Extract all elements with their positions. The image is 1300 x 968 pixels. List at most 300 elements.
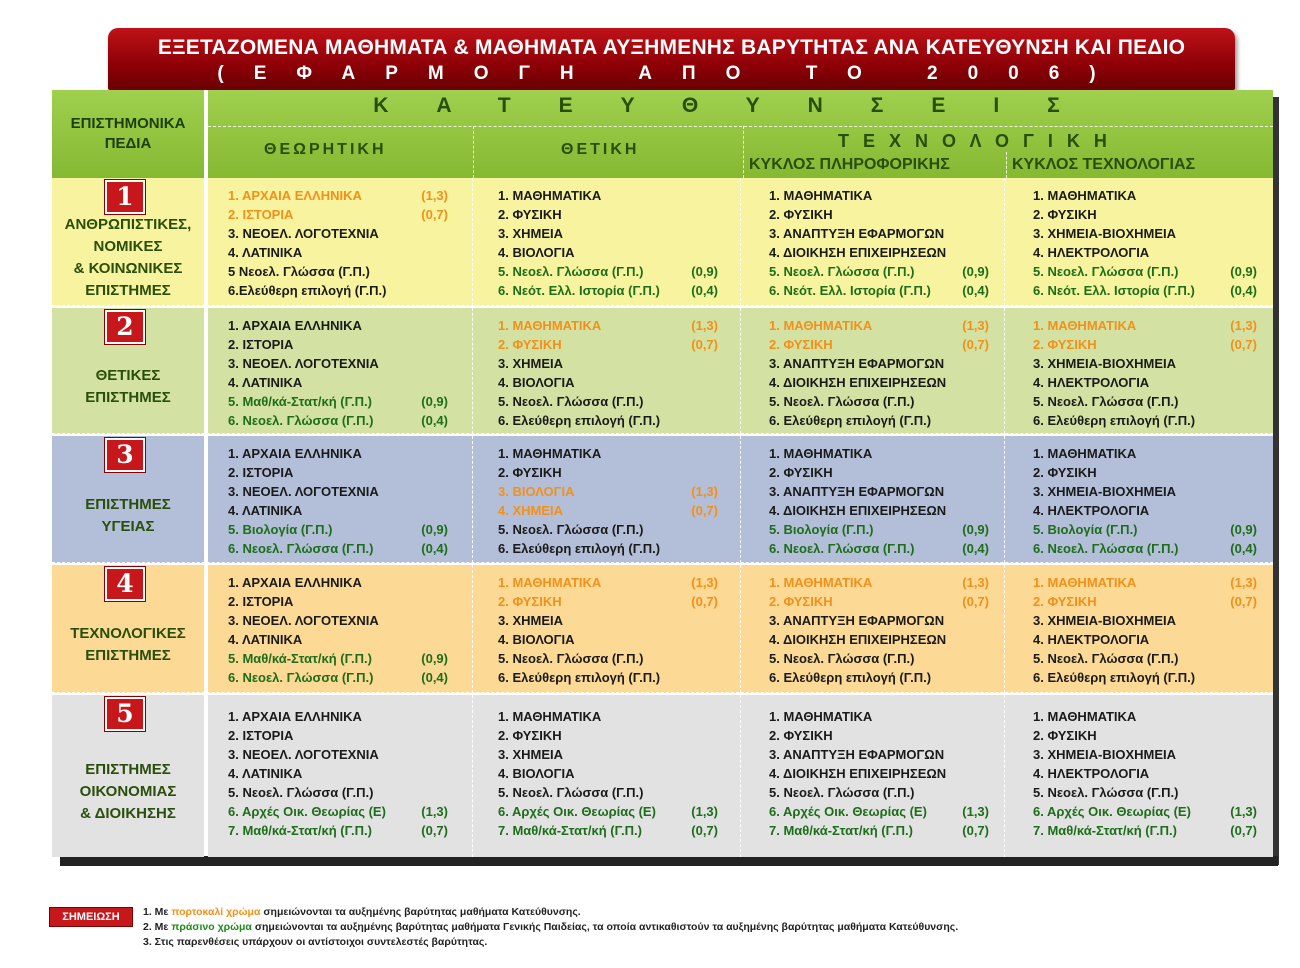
subject-name: 1. ΜΑΘΗΜΑΤΙΚΑ bbox=[1033, 709, 1137, 724]
note-line-1 bbox=[143, 906, 581, 918]
subject-item bbox=[228, 726, 448, 745]
subject-item bbox=[769, 630, 989, 649]
subject-item bbox=[228, 186, 448, 205]
subject-item bbox=[769, 592, 989, 611]
subject-item bbox=[498, 411, 718, 430]
subject-name: 5. Μαθ/κά-Στατ/κή (Γ.Π.) bbox=[228, 394, 372, 409]
subject-name: 2. ΦΥΣΙΚΗ bbox=[498, 594, 562, 609]
subject-list bbox=[1033, 707, 1257, 840]
subject-item bbox=[228, 243, 448, 262]
subject-name: 5. Νεοελ. Γλώσσα (Γ.Π.) bbox=[498, 264, 644, 279]
subject-item bbox=[1033, 243, 1257, 262]
subject-name: 3. ΑΝΑΠΤΥΞΗ ΕΦΑΡΜΟΓΩΝ bbox=[769, 226, 945, 241]
subject-item bbox=[1033, 668, 1257, 687]
field-name bbox=[52, 623, 204, 667]
subject-name: 1. ΑΡΧΑΙΑ ΕΛΛΗΝΙΚΑ bbox=[228, 318, 362, 333]
col-header-it-cycle: ΚΥΚΛΟΣ ΠΛΗΡΟΦΟΡΙΚΗΣ bbox=[749, 156, 950, 173]
subject-name: 3. ΧΗΜΕΙΑ-ΒΙΟΧΗΜΕΙΑ bbox=[1033, 484, 1177, 499]
subject-name: 2. ΦΥΣΙΚΗ bbox=[769, 337, 833, 352]
subject-item bbox=[498, 501, 718, 520]
subject-item bbox=[769, 573, 989, 592]
subject-name: 5. Νεοελ. Γλώσσα (Γ.Π.) bbox=[498, 651, 644, 666]
weight-coefficient: (0,9) bbox=[691, 264, 718, 279]
subject-name: 6. Νεότ. Ελλ. Ιστορία (Γ.Π.) bbox=[1033, 283, 1195, 298]
subject-item bbox=[498, 316, 718, 335]
field-name-line: ΕΠΙΣΤΗΜΕΣ bbox=[85, 647, 171, 664]
col-header-tech-cycle: ΚΥΚΛΟΣ ΤΕΧΝΟΛΟΓΙΑΣ bbox=[1012, 156, 1196, 173]
subject-item bbox=[1033, 539, 1257, 558]
subject-name: 1. ΑΡΧΑΙΑ ΕΛΛΗΝΙΚΑ bbox=[228, 446, 362, 461]
subject-name: 1. ΑΡΧΑΙΑ ΕΛΛΗΝΙΚΑ bbox=[228, 709, 362, 724]
subject-item bbox=[498, 802, 718, 821]
weight-coefficient: (1,3) bbox=[1230, 804, 1257, 819]
subject-item bbox=[1033, 463, 1257, 482]
subject-item bbox=[769, 262, 989, 281]
subject-item bbox=[498, 335, 718, 354]
subject-item bbox=[769, 783, 989, 802]
weight-coefficient: (0,4) bbox=[691, 283, 718, 298]
note-line-2 bbox=[143, 921, 958, 933]
subject-name: 3. ΧΗΜΕΙΑ-ΒΙΟΧΗΜΕΙΑ bbox=[1033, 356, 1177, 371]
subject-name: 2. ΙΣΤΟΡΙΑ bbox=[228, 594, 294, 609]
subject-item bbox=[228, 802, 448, 821]
row-divider bbox=[52, 562, 1273, 563]
column-divider bbox=[472, 178, 473, 306]
subject-name: 2. ΦΥΣΙΚΗ bbox=[1033, 594, 1097, 609]
weight-coefficient: (1,3) bbox=[421, 188, 448, 203]
page-title: ΕΞΕΤΑΖΟΜΕΝΑ ΜΑΘΗΜΑΤΑ & ΜΑΘΗΜΑΤΑ ΑΥΞΗΜΕΝΗΣ ΒΑΡΥΤΗΤΑΣ ΑΝΑ ΚΑΤΕΥΘΥΝΣΗ ΚΑΙ ΠΕΔΙΟ bbox=[157, 36, 1186, 59]
weight-coefficient: (0,7) bbox=[691, 594, 718, 609]
subject-name: 2. ΙΣΤΟΡΙΑ bbox=[228, 728, 294, 743]
field-row bbox=[52, 436, 1273, 563]
subject-name: 4. ΔΙΟΙΚΗΣΗ ΕΠΙΧΕΙΡΗΣΕΩΝ bbox=[769, 766, 947, 781]
weight-coefficient: (0,4) bbox=[1230, 541, 1257, 556]
subject-item bbox=[769, 205, 989, 224]
subject-item bbox=[228, 745, 448, 764]
weight-coefficient: (1,3) bbox=[421, 804, 448, 819]
subject-item bbox=[769, 335, 989, 354]
subject-item bbox=[769, 821, 989, 840]
column-divider bbox=[1004, 565, 1005, 693]
subject-name: 5. Νεοελ. Γλώσσα (Γ.Π.) bbox=[1033, 394, 1179, 409]
subject-name: 3. ΝΕΟΕΛ. ΛΟΓΟΤΕΧΝΙΑ bbox=[228, 226, 379, 241]
subject-item bbox=[1033, 802, 1257, 821]
subject-name: 4. ΗΛΕΚΤΡΟΛΟΓΙΑ bbox=[1033, 632, 1150, 647]
subject-item bbox=[498, 630, 718, 649]
subject-name: 4. ΔΙΟΙΚΗΣΗ ΕΠΙΧΕΙΡΗΣΕΩΝ bbox=[769, 503, 947, 518]
subject-list bbox=[498, 707, 718, 840]
subject-name: 3. ΝΕΟΕΛ. ΛΟΓΟΤΕΧΝΙΑ bbox=[228, 613, 379, 628]
subject-item bbox=[498, 186, 718, 205]
subject-name: 2. ΦΥΣΙΚΗ bbox=[498, 728, 562, 743]
subject-item bbox=[498, 611, 718, 630]
note-line-3: 3. Στις παρενθέσεις υπάρχουν οι αντίστοιχοι συντελεστές βαρύτητας. bbox=[143, 936, 488, 948]
subject-name: 6.Ελεύθερη επιλογή (Γ.Π.) bbox=[228, 283, 387, 298]
subject-item bbox=[498, 649, 718, 668]
subject-name: 4. ΔΙΟΙΚΗΣΗ ΕΠΙΧΕΙΡΗΣΕΩΝ bbox=[769, 632, 947, 647]
field-number-badge: 2 bbox=[105, 310, 145, 344]
field-name-line: & ΚΟΙΝΩΝΙΚΕΣ bbox=[73, 260, 183, 277]
subject-list bbox=[498, 573, 718, 687]
subject-name: 7. Μαθ/κά-Στατ/κή (Γ.Π.) bbox=[498, 823, 642, 838]
subject-item bbox=[228, 821, 448, 840]
subject-item bbox=[1033, 630, 1257, 649]
subject-item bbox=[1033, 224, 1257, 243]
weight-coefficient: (0,7) bbox=[962, 594, 989, 609]
field-name-line: & ΔΙΟΙΚΗΣΗΣ bbox=[80, 805, 176, 822]
subject-list bbox=[769, 316, 989, 430]
subject-name: 2. ΦΥΣΙΚΗ bbox=[769, 207, 833, 222]
subject-item bbox=[228, 463, 448, 482]
note-label: ΣΗΜΕΙΩΣΗ bbox=[49, 907, 133, 927]
column-divider bbox=[472, 695, 473, 857]
subject-item bbox=[498, 783, 718, 802]
subject-item bbox=[228, 205, 448, 224]
subject-item bbox=[228, 649, 448, 668]
subject-name: 1. ΜΑΘΗΜΑΤΙΚΑ bbox=[498, 575, 602, 590]
field-name bbox=[52, 365, 204, 409]
subject-name: 3. ΑΝΑΠΤΥΞΗ ΕΦΑΡΜΟΓΩΝ bbox=[769, 484, 945, 499]
page-subtitle: (ΕΦΑΡΜΟΓΗ ΑΠΟ ΤΟ 2006) bbox=[217, 63, 1126, 84]
subject-name: 4. ΛΑΤΙΝΙΚΑ bbox=[228, 766, 303, 781]
table-shadow-bottom bbox=[60, 856, 1278, 866]
subject-name: 5. Νεοελ. Γλώσσα (Γ.Π.) bbox=[769, 394, 915, 409]
column-divider bbox=[740, 178, 741, 306]
directions-header bbox=[208, 90, 1273, 178]
subject-name: 1. ΜΑΘΗΜΑΤΙΚΑ bbox=[769, 575, 873, 590]
subject-name: 6. Νεοελ. Γλώσσα (Γ.Π.) bbox=[769, 541, 915, 556]
field-name bbox=[52, 494, 204, 538]
subject-item bbox=[1033, 186, 1257, 205]
field-name-line: ΑΝΘΡΩΠΙΣΤΙΚΕΣ, bbox=[64, 216, 192, 233]
weight-coefficient: (1,3) bbox=[691, 575, 718, 590]
weight-coefficient: (1,3) bbox=[691, 804, 718, 819]
weight-coefficient: (0,7) bbox=[691, 337, 718, 352]
subject-name: 3. ΧΗΜΕΙΑ bbox=[498, 356, 564, 371]
subject-item bbox=[498, 764, 718, 783]
subject-name: 1. ΜΑΘΗΜΑΤΙΚΑ bbox=[498, 709, 602, 724]
subject-name: 2. ΦΥΣΙΚΗ bbox=[1033, 337, 1097, 352]
subject-item bbox=[769, 373, 989, 392]
subject-item bbox=[498, 373, 718, 392]
header-divider bbox=[208, 126, 1273, 127]
subject-name: 3. ΑΝΑΠΤΥΞΗ ΕΦΑΡΜΟΓΩΝ bbox=[769, 356, 945, 371]
weight-coefficient: (1,3) bbox=[1230, 318, 1257, 333]
weight-coefficient: (1,3) bbox=[1230, 575, 1257, 590]
subject-item bbox=[228, 592, 448, 611]
subject-name: 1. ΜΑΘΗΜΑΤΙΚΑ bbox=[1033, 446, 1137, 461]
subject-item bbox=[498, 205, 718, 224]
subject-name: 4. ΛΑΤΙΝΙΚΑ bbox=[228, 632, 303, 647]
subject-name: 4. ΧΗΜΕΙΑ bbox=[498, 503, 564, 518]
subject-item bbox=[1033, 573, 1257, 592]
subject-name: 6. Νεότ. Ελλ. Ιστορία (Γ.Π.) bbox=[769, 283, 931, 298]
subject-name: 2. ΦΥΣΙΚΗ bbox=[1033, 207, 1097, 222]
subject-name: 6. Νεοελ. Γλώσσα (Γ.Π.) bbox=[228, 670, 374, 685]
subject-item bbox=[228, 707, 448, 726]
subject-item bbox=[769, 764, 989, 783]
subject-item bbox=[1033, 707, 1257, 726]
subject-item bbox=[228, 520, 448, 539]
weight-coefficient: (0,7) bbox=[691, 503, 718, 518]
column-divider bbox=[472, 436, 473, 563]
weight-coefficient: (1,3) bbox=[691, 484, 718, 499]
weight-coefficient: (0,7) bbox=[421, 823, 448, 838]
subject-item bbox=[228, 316, 448, 335]
weight-coefficient: (0,9) bbox=[1230, 264, 1257, 279]
subject-item bbox=[498, 520, 718, 539]
subject-name: 6. Ελεύθερη επιλογή (Γ.Π.) bbox=[498, 541, 661, 556]
subject-item bbox=[228, 668, 448, 687]
subject-item bbox=[769, 463, 989, 482]
field-row bbox=[52, 695, 1273, 857]
subject-item bbox=[228, 335, 448, 354]
subject-name: 5. Νεοελ. Γλώσσα (Γ.Π.) bbox=[228, 785, 374, 800]
subject-name: 3. ΝΕΟΕΛ. ΛΟΓΟΤΕΧΝΙΑ bbox=[228, 484, 379, 499]
weight-coefficient: (0,9) bbox=[421, 651, 448, 666]
subject-name: 5. Νεοελ. Γλώσσα (Γ.Π.) bbox=[498, 785, 644, 800]
weight-coefficient: (0,4) bbox=[1230, 283, 1257, 298]
subject-item bbox=[1033, 482, 1257, 501]
subject-name: 3. ΧΗΜΕΙΑ bbox=[498, 226, 564, 241]
subject-name: 5. Βιολογία (Γ.Π.) bbox=[769, 522, 874, 537]
subject-item bbox=[1033, 392, 1257, 411]
weight-coefficient: (0,7) bbox=[962, 337, 989, 352]
subject-name: 5. Νεοελ. Γλώσσα (Γ.Π.) bbox=[769, 264, 915, 279]
subject-name: 2. ΦΥΣΙΚΗ bbox=[498, 465, 562, 480]
subject-list bbox=[1033, 444, 1257, 558]
subject-item bbox=[228, 783, 448, 802]
subject-item bbox=[1033, 354, 1257, 373]
subject-item bbox=[769, 354, 989, 373]
subject-item bbox=[498, 262, 718, 281]
subject-list bbox=[498, 186, 718, 300]
subject-name: 3. ΧΗΜΕΙΑ bbox=[498, 747, 564, 762]
field-name bbox=[52, 759, 204, 825]
subject-name: 1. ΜΑΘΗΜΑΤΙΚΑ bbox=[1033, 318, 1137, 333]
subject-name: 5 Νεοελ. Γλώσσα (Γ.Π.) bbox=[228, 264, 370, 279]
subject-name: 5. Νεοελ. Γλώσσα (Γ.Π.) bbox=[769, 651, 915, 666]
subject-name: 4. ΛΑΤΙΝΙΚΑ bbox=[228, 245, 303, 260]
col-header-technological: ΤΕΧΝΟΛΟΓΙΚΗ bbox=[838, 131, 1121, 151]
note-1-prefix: 1. Με bbox=[143, 906, 169, 918]
subject-name: 2. ΙΣΤΟΡΙΑ bbox=[228, 337, 294, 352]
weight-coefficient: (1,3) bbox=[691, 318, 718, 333]
subject-item bbox=[228, 482, 448, 501]
weight-coefficient: (1,3) bbox=[962, 318, 989, 333]
subject-item bbox=[1033, 205, 1257, 224]
column-divider bbox=[740, 436, 741, 563]
field-name-line: ΕΠΙΣΤΗΜΕΣ bbox=[85, 496, 171, 513]
subject-list bbox=[1033, 186, 1257, 300]
subject-name: 6. Ελεύθερη επιλογή (Γ.Π.) bbox=[1033, 413, 1196, 428]
subject-name: 1. ΜΑΘΗΜΑΤΙΚΑ bbox=[1033, 575, 1137, 590]
subject-item bbox=[769, 707, 989, 726]
subject-item bbox=[498, 745, 718, 764]
column-divider bbox=[1004, 178, 1005, 306]
subject-item bbox=[1033, 745, 1257, 764]
subject-item bbox=[769, 411, 989, 430]
subject-item bbox=[769, 392, 989, 411]
field-name-line: ΟΙΚΟΝΟΜΙΑΣ bbox=[79, 783, 177, 800]
weight-coefficient: (0,7) bbox=[421, 207, 448, 222]
weight-coefficient: (0,9) bbox=[421, 394, 448, 409]
subject-list bbox=[769, 444, 989, 558]
subject-item bbox=[228, 392, 448, 411]
field-name-line: ΕΠΙΣΤΗΜΕΣ bbox=[85, 282, 171, 299]
field-number-badge: 1 bbox=[105, 180, 145, 214]
subject-name: 3. ΑΝΑΠΤΥΞΗ ΕΦΑΡΜΟΓΩΝ bbox=[769, 747, 945, 762]
field-name-line: ΤΕΧΝΟΛΟΓΙΚΕΣ bbox=[70, 625, 186, 642]
field-row bbox=[52, 565, 1273, 693]
subject-item bbox=[228, 764, 448, 783]
subject-item bbox=[1033, 444, 1257, 463]
column-divider bbox=[1004, 308, 1005, 434]
subject-item bbox=[498, 726, 718, 745]
subject-item bbox=[228, 262, 448, 281]
subject-item bbox=[769, 726, 989, 745]
subject-item bbox=[1033, 726, 1257, 745]
weight-coefficient: (0,4) bbox=[962, 283, 989, 298]
subject-item bbox=[1033, 373, 1257, 392]
subject-item bbox=[228, 354, 448, 373]
subject-item bbox=[498, 224, 718, 243]
col-header-positive: ΘΕΤΙΚΗ bbox=[561, 141, 640, 158]
subject-name: 1. ΜΑΘΗΜΑΤΙΚΑ bbox=[1033, 188, 1137, 203]
subject-name: 6. Νεοελ. Γλώσσα (Γ.Π.) bbox=[228, 541, 374, 556]
subject-item bbox=[769, 649, 989, 668]
table-shadow-right bbox=[1273, 97, 1279, 865]
subject-name: 1. ΜΑΘΗΜΑΤΙΚΑ bbox=[769, 709, 873, 724]
field-number-badge: 4 bbox=[105, 567, 145, 601]
weight-coefficient: (0,7) bbox=[691, 823, 718, 838]
weight-coefficient: (0,9) bbox=[1230, 522, 1257, 537]
subject-item bbox=[228, 539, 448, 558]
subject-name: 6. Ελεύθερη επιλογή (Γ.Π.) bbox=[498, 413, 661, 428]
subject-name: 5. Βιολογία (Γ.Π.) bbox=[228, 522, 333, 537]
subject-name: 6. Ελεύθερη επιλογή (Γ.Π.) bbox=[769, 670, 932, 685]
subject-item bbox=[1033, 520, 1257, 539]
subject-name: 3. ΑΝΑΠΤΥΞΗ ΕΦΑΡΜΟΓΩΝ bbox=[769, 613, 945, 628]
subject-item bbox=[498, 392, 718, 411]
subject-name: 1. ΜΑΘΗΜΑΤΙΚΑ bbox=[498, 446, 602, 461]
subject-name: 3. ΧΗΜΕΙΑ-ΒΙΟΧΗΜΕΙΑ bbox=[1033, 747, 1177, 762]
subject-item bbox=[769, 224, 989, 243]
weight-coefficient: (0,7) bbox=[1230, 823, 1257, 838]
subject-item bbox=[498, 668, 718, 687]
fields-column-header bbox=[52, 90, 204, 178]
subject-list bbox=[1033, 573, 1257, 687]
subject-name: 5. Μαθ/κά-Στατ/κή (Γ.Π.) bbox=[228, 651, 372, 666]
weight-coefficient: (1,3) bbox=[962, 804, 989, 819]
subject-name: 2. ΦΥΣΙΚΗ bbox=[498, 207, 562, 222]
subject-name: 6. Αρχές Οικ. Θεωρίας (Ε) bbox=[769, 804, 927, 819]
column-divider bbox=[472, 308, 473, 434]
subject-name: 5. Νεοελ. Γλώσσα (Γ.Π.) bbox=[1033, 785, 1179, 800]
weight-coefficient: (0,4) bbox=[421, 670, 448, 685]
weight-coefficient: (0,4) bbox=[962, 541, 989, 556]
subject-name: 5. Βιολογία (Γ.Π.) bbox=[1033, 522, 1138, 537]
subject-item bbox=[498, 539, 718, 558]
subject-name: 6. Ελεύθερη επιλογή (Γ.Π.) bbox=[769, 413, 932, 428]
subject-name: 5. Νεοελ. Γλώσσα (Γ.Π.) bbox=[498, 522, 644, 537]
subject-item bbox=[769, 281, 989, 300]
subject-name: 3. ΒΙΟΛΟΓΙΑ bbox=[498, 484, 575, 499]
subject-list bbox=[769, 186, 989, 300]
subject-name: 2. ΙΣΤΟΡΙΑ bbox=[228, 207, 294, 222]
subject-item bbox=[769, 802, 989, 821]
subject-name: 2. ΦΥΣΙΚΗ bbox=[769, 465, 833, 480]
field-number-badge: 5 bbox=[105, 697, 145, 731]
title-banner bbox=[108, 28, 1235, 90]
field-name-line: ΘΕΤΙΚΕΣ bbox=[95, 367, 161, 384]
subject-list bbox=[228, 444, 448, 558]
subject-name: 4. ΗΛΕΚΤΡΟΛΟΓΙΑ bbox=[1033, 375, 1150, 390]
subject-item bbox=[228, 573, 448, 592]
subject-item bbox=[1033, 592, 1257, 611]
column-divider bbox=[740, 695, 741, 857]
subject-item bbox=[769, 745, 989, 764]
subject-list bbox=[228, 573, 448, 687]
subject-name: 4. ΗΛΕΚΤΡΟΛΟΓΙΑ bbox=[1033, 503, 1150, 518]
weight-coefficient: (0,9) bbox=[962, 264, 989, 279]
subject-name: 1. ΜΑΘΗΜΑΤΙΚΑ bbox=[769, 446, 873, 461]
subject-item bbox=[1033, 501, 1257, 520]
subject-name: 4. ΒΙΟΛΟΓΙΑ bbox=[498, 766, 575, 781]
col-header-theoretical: ΘΕΩΡΗΤΙΚΗ bbox=[264, 141, 387, 158]
fields-header-label: ΕΠΙΣΤΗΜΟΝΙΚΑ ΠΕΔΙΑ bbox=[70, 115, 186, 152]
subject-item bbox=[1033, 335, 1257, 354]
subject-name: 1. ΜΑΘΗΜΑΤΙΚΑ bbox=[498, 318, 602, 333]
weight-coefficient: (0,7) bbox=[962, 823, 989, 838]
column-divider bbox=[1004, 436, 1005, 563]
subject-name: 6. Αρχές Οικ. Θεωρίας (Ε) bbox=[498, 804, 656, 819]
subject-name: 4. ΒΙΟΛΟΓΙΑ bbox=[498, 375, 575, 390]
field-name-line: ΕΠΙΣΤΗΜΕΣ bbox=[85, 761, 171, 778]
subject-name: 2. ΦΥΣΙΚΗ bbox=[498, 337, 562, 352]
header-col-divider bbox=[743, 126, 744, 178]
note-2-text: σημειώνονται τα αυξημένης βαρύτητας μαθήματα Γενικής Παιδείας, τα οποία αντικαθιστούν τα αυξημένης βαρύτητας μαθήματα Κατεύθυνσης. bbox=[254, 921, 959, 933]
subject-item bbox=[1033, 649, 1257, 668]
subject-item bbox=[769, 186, 989, 205]
subject-list bbox=[228, 186, 448, 300]
field-row bbox=[52, 178, 1273, 306]
subject-name: 3. ΝΕΟΕΛ. ΛΟΓΟΤΕΧΝΙΑ bbox=[228, 747, 379, 762]
subject-name: 1. ΑΡΧΑΙΑ ΕΛΛΗΝΙΚΑ bbox=[228, 575, 362, 590]
subject-name: 2. ΦΥΣΙΚΗ bbox=[1033, 465, 1097, 480]
subject-item bbox=[228, 630, 448, 649]
subject-name: 4. ΛΑΤΙΝΙΚΑ bbox=[228, 503, 303, 518]
subject-item bbox=[769, 444, 989, 463]
field-name-line: ΥΓΕΙΑΣ bbox=[101, 518, 155, 535]
subject-name: 6. Ελεύθερη επιλογή (Γ.Π.) bbox=[1033, 670, 1196, 685]
subject-name: 6. Αρχές Οικ. Θεωρίας (Ε) bbox=[1033, 804, 1191, 819]
subject-name: 3. ΧΗΜΕΙΑ-ΒΙΟΧΗΜΕΙΑ bbox=[1033, 613, 1177, 628]
subject-item bbox=[1033, 316, 1257, 335]
column-divider bbox=[740, 565, 741, 693]
subject-name: 2. ΦΥΣΙΚΗ bbox=[1033, 728, 1097, 743]
subject-name: 5. Νεοελ. Γλώσσα (Γ.Π.) bbox=[1033, 651, 1179, 666]
subject-item bbox=[228, 501, 448, 520]
subject-name: 1. ΜΑΘΗΜΑΤΙΚΑ bbox=[769, 318, 873, 333]
subject-item bbox=[1033, 783, 1257, 802]
field-number-badge: 3 bbox=[105, 438, 145, 472]
subject-item bbox=[1033, 821, 1257, 840]
subject-name: 2. ΙΣΤΟΡΙΑ bbox=[228, 465, 294, 480]
subject-name: 2. ΦΥΣΙΚΗ bbox=[769, 728, 833, 743]
subjects-table bbox=[52, 90, 1273, 856]
weight-coefficient: (0,4) bbox=[421, 413, 448, 428]
